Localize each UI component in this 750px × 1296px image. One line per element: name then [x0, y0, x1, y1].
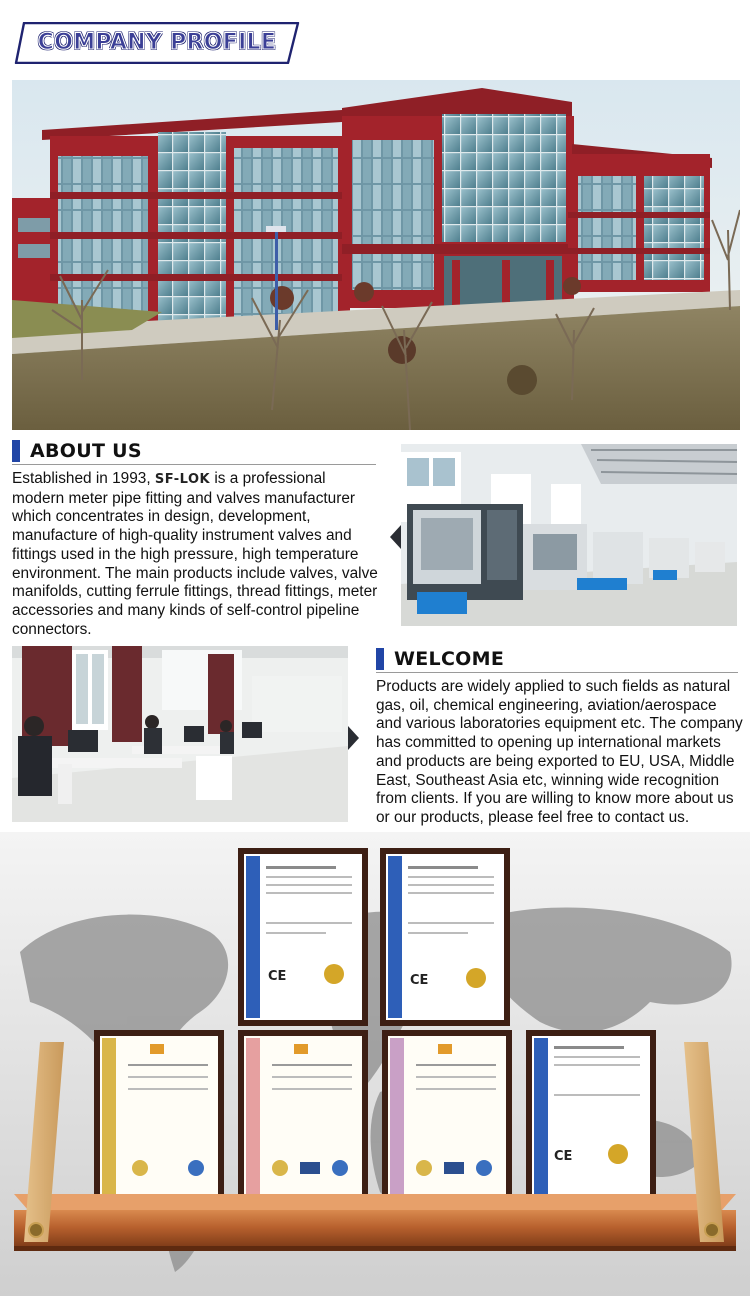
blue-bar-icon — [12, 440, 20, 462]
certificate-frame — [238, 1030, 368, 1202]
certificates-display — [0, 832, 750, 1296]
certificate-frame — [526, 1030, 656, 1202]
certificate-frame — [238, 848, 368, 1026]
factory-building-photo — [12, 80, 740, 430]
welcome-text: Products are widely applied to such fields as natural gas, oil, chemical engineering, aviation/aerospace and various laboratories equipment etc. The company has committed to opening up international markets and products are being exported to EU, USA, Middle East, Southeast Asia etc, winning wide recognition from clients. If you are willing to know more about us or our products, please feel free to contact us. — [376, 678, 743, 826]
certificate-frame — [382, 1030, 512, 1202]
about-us-header — [12, 440, 142, 462]
certificate-frame — [380, 848, 510, 1026]
triangle-pointer-icon — [390, 525, 401, 549]
office-photo — [12, 646, 348, 822]
about-text-lead: Established in 1993, — [12, 470, 155, 487]
welcome-header — [376, 648, 504, 670]
company-profile-badge — [14, 22, 300, 64]
page-title: COMPANY PROFILE — [37, 30, 277, 55]
workshop-photo — [401, 444, 737, 626]
about-us-text — [12, 470, 378, 639]
brand-name: SF-LOK — [154, 472, 211, 487]
about-us-title: ABOUT US — [30, 440, 142, 462]
svg-text:CE: CE — [554, 1149, 573, 1164]
certificate-frame — [94, 1030, 224, 1202]
welcome-divider — [376, 672, 738, 673]
triangle-pointer-icon — [348, 726, 359, 750]
welcome-title: WELCOME — [394, 648, 505, 670]
blue-bar-icon — [376, 648, 384, 670]
ce-mark: CE — [268, 969, 287, 984]
about-text-body: is a professional modern meter pipe fitting and valves manufacturer which concentrates in design, development, manufacture of high-quality instrument valves and fittings used in the high pressure, high temperature environment. The main products include valves, valve manifolds, cutting ferrule fittings, thread fittings, meter accessories and many kinds of self-control pipeline connectors. — [12, 470, 378, 638]
svg-text:CE: CE — [410, 973, 429, 988]
about-divider — [12, 464, 376, 465]
